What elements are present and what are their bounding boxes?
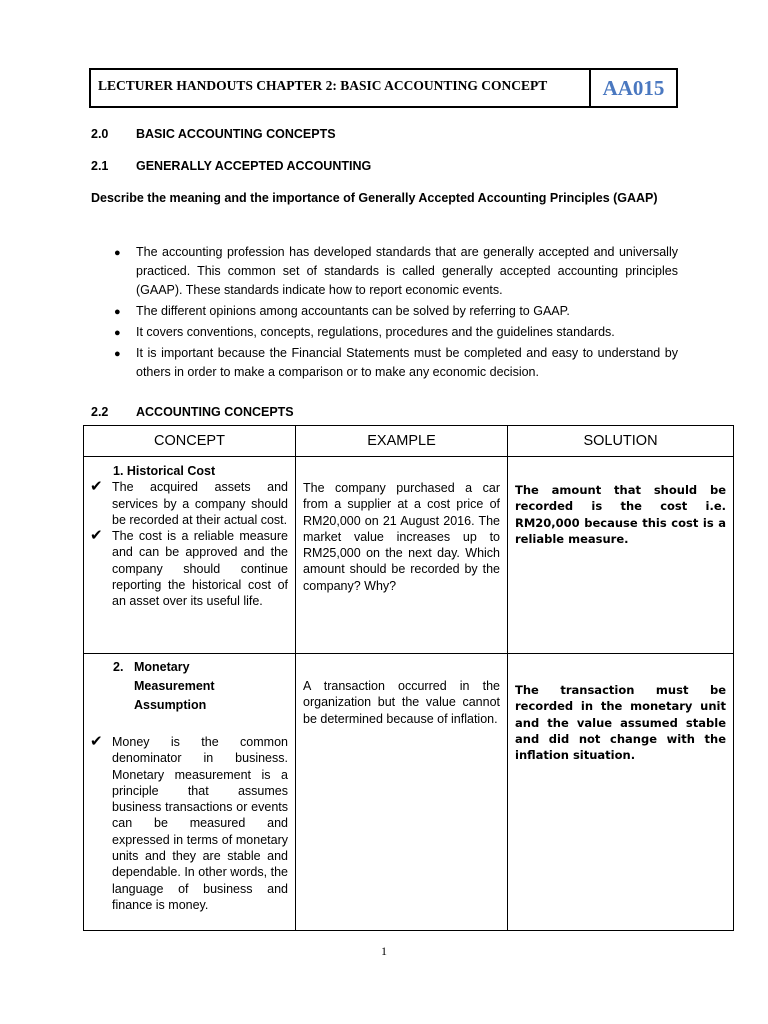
section-title: GENERALLY ACCEPTED ACCOUNTING xyxy=(136,159,372,173)
section-2-2 xyxy=(91,405,294,419)
bullet-icon: ● xyxy=(114,348,121,360)
bullet-icon: ● xyxy=(114,327,121,339)
concept-point: The acquired assets and services by a company should be recorded at their actual cost. xyxy=(112,480,288,527)
table-header-row xyxy=(84,426,734,457)
solution-cell xyxy=(508,457,734,654)
column-header-solution: SOLUTION xyxy=(508,426,734,457)
list-item: ● The different opinions among accountants can be solved by referring to GAAP. xyxy=(113,302,678,321)
course-code: AA015 xyxy=(602,76,665,100)
concepts-table xyxy=(83,425,734,931)
gaap-bullet-list xyxy=(113,243,678,384)
example-cell xyxy=(296,654,508,931)
column-header-concept: CONCEPT xyxy=(84,426,296,457)
checkmark-icon: ✔ xyxy=(90,478,103,496)
list-item: ● It is important because the Financial Statements must be completed and easy to understand by others in order to make a comparison or to make any economic decision. xyxy=(114,346,678,379)
section-number: 2.2 xyxy=(91,405,109,419)
list-item: ● The accounting profession has developed standards that are generally accepted and universally practiced. This common set of standards is called generally accepted accounting principles (GAAP). These standards indicate how to report economic events. xyxy=(114,245,678,297)
section-number: 2.1 xyxy=(91,159,109,173)
section-title: ACCOUNTING CONCEPTS xyxy=(136,405,294,419)
concept-point: The cost is a reliable measure and can be approved and the company should continue reporting the historical cost of an asset over its useful life. xyxy=(112,529,288,609)
section-2-0 xyxy=(91,127,336,141)
bullet-icon: ● xyxy=(114,306,121,318)
section-2-1 xyxy=(91,159,371,173)
column-header-example: EXAMPLE xyxy=(296,426,508,457)
page-number: 1 xyxy=(381,944,387,958)
solution-text: The transaction must be recorded in the monetary unit and the value assumed stable and did not change with the inflation situation. xyxy=(515,683,726,763)
checkmark-icon: ✔ xyxy=(90,733,103,750)
section-number: 2.0 xyxy=(91,127,109,141)
concept-title: 1. Historical Cost xyxy=(113,464,216,478)
solution-text: The amount that should be recorded is the cost i.e. RM20,000 because this cost is a reliable measure. xyxy=(515,483,726,546)
example-cell xyxy=(296,457,508,654)
table-row xyxy=(84,457,734,654)
table-row xyxy=(84,654,734,931)
concept-cell xyxy=(84,654,296,931)
example-text: The company purchased a car from a supplier at a cost price of RM20,000 on 21 August 2016. The market value increases up to RM25,000 on the next day. Which amount should be recorded by the company? Why? xyxy=(303,481,500,593)
list-item: ● It covers conventions, concepts, regulations, procedures and the guidelines standards. xyxy=(113,323,678,342)
checkmark-icon: ✔ xyxy=(90,527,103,545)
bullet-icon: ● xyxy=(114,247,121,259)
header-title: LECTURER HANDOUTS CHAPTER 2: BASIC ACCOUNTING CONCEPT xyxy=(91,70,591,106)
intro-question: Describe the meaning and the importance of Generally Accepted Accounting Principles (GAAP) xyxy=(91,191,658,205)
example-text: A transaction occurred in the organization but the value cannot be determined because of inflation. xyxy=(303,679,500,726)
section-title: BASIC ACCOUNTING CONCEPTS xyxy=(136,127,336,141)
document-header xyxy=(89,68,678,108)
solution-cell xyxy=(508,654,734,931)
concept-cell xyxy=(84,457,296,654)
concept-title: 2. Monetary Measurement Assumption xyxy=(113,660,215,712)
concept-point: Money is the common denominator in business. Monetary measurement is a principle that assumes business transactions or events can be measured and expressed in terms of monetary units and they are stable and dependable. In other words, the language of business and finance is money. xyxy=(112,735,288,912)
